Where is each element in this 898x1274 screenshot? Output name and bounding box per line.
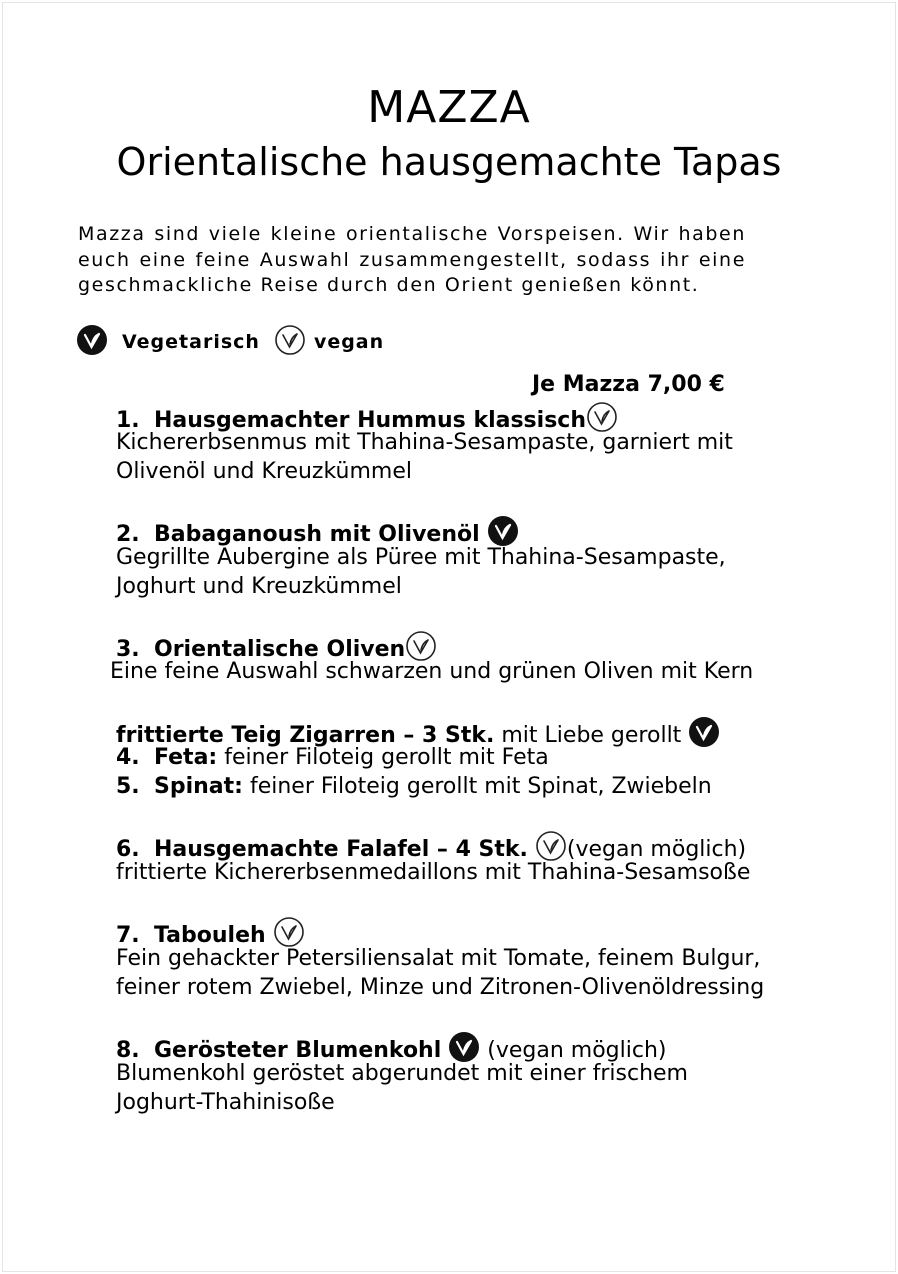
menu-item-3-heading: 3. Orientalische Oliven: [116, 630, 437, 668]
vegetarian-icon: [688, 716, 720, 754]
menu-item-description: Blumenkohl geröstet abgerundet mit einer frischem: [116, 1061, 688, 1086]
menu-item-name: Tabouleh: [154, 923, 266, 948]
menu-item-description: frittierte Kichererbsenmedaillons mit Thahina-Sesamsoße: [116, 860, 751, 885]
menu-item-name: Hausgemachte Falafel – 4 Stk.: [154, 837, 528, 862]
menu-item-6-heading: 6. Hausgemachte Falafel – 4 Stk. (vegan möglich): [116, 830, 746, 868]
menu-item-name: Spinat:: [154, 774, 243, 799]
menu-item-2-heading: 2. Babaganoush mit Olivenöl: [116, 515, 519, 553]
menu-item-note: (vegan möglich): [566, 837, 747, 862]
intro-text: Mazza sind viele kleine orientalische Vorspeisen. Wir haben euch eine feine Auswahl zusammengestellt, sodass ihr eine geschmackliche Reise durch den Orient genießen könnt.: [78, 223, 746, 296]
menu-item-description: Fein gehackter Petersiliensalat mit Tomate, feinem Bulgur,: [116, 946, 761, 971]
menu-subtitle: Orientalische hausgemachte Tapas: [116, 140, 782, 184]
menu-item-name: Orientalische Oliven: [154, 637, 406, 662]
vegan-label: vegan: [313, 331, 385, 353]
vegetarian-icon: [76, 324, 108, 361]
menu-item-name: Gerösteter Blumenkohl: [154, 1038, 442, 1063]
menu-item-description: feiner Filoteig gerollt mit Spinat, Zwiebeln: [249, 774, 712, 799]
menu-item-5: 5. Spinat: feiner Filoteig gerollt mit Spinat, Zwiebeln: [116, 774, 712, 799]
menu-title: MAZZA: [367, 82, 531, 133]
menu-item-7-heading: 7. Tabouleh: [116, 916, 305, 954]
menu-item-description: Joghurt und Kreuzkümmel: [116, 574, 402, 599]
menu-item-description: Joghurt-Thahinisoße: [116, 1090, 335, 1115]
diet-legend: [76, 326, 384, 358]
menu-item-description: Olivenöl und Kreuzkümmel: [116, 459, 412, 484]
menu-item-description: Kichererbsenmus mit Thahina-Sesampaste, garniert mit: [116, 430, 733, 455]
menu-item-note: (vegan möglich): [487, 1038, 667, 1063]
menu-group-heading: frittierte Teig Zigarren – 3 Stk. mit Liebe gerollt: [116, 716, 720, 754]
vegan-icon: [274, 324, 306, 361]
menu-item-name: Babaganoush mit Olivenöl: [154, 522, 480, 547]
menu-item-name: Feta:: [154, 745, 218, 770]
vegetarian-label: Vegetarisch: [122, 331, 260, 353]
menu-item-description: feiner rotem Zwiebel, Minze und Zitronen-Olivenöldressing: [116, 975, 765, 1000]
menu-item-description: Gegrillte Aubergine als Püree mit Thahina-Sesampaste,: [116, 545, 726, 570]
menu-item-8-heading: 8. Gerösteter Blumenkohl (vegan möglich): [116, 1031, 667, 1069]
price-note: Je Mazza 7,00 €: [532, 372, 725, 397]
menu-item-name: Hausgemachter Hummus klassisch: [154, 408, 586, 433]
menu-item-4: 4. Feta: feiner Filoteig gerollt mit Feta: [116, 745, 549, 770]
menu-item-description: feiner Filoteig gerollt mit Feta: [224, 745, 549, 770]
menu-item-1-heading: 1. Hausgemachter Hummus klassisch: [116, 401, 618, 439]
menu-item-description: Eine feine Auswahl schwarzen und grünen Oliven mit Kern: [110, 659, 754, 684]
